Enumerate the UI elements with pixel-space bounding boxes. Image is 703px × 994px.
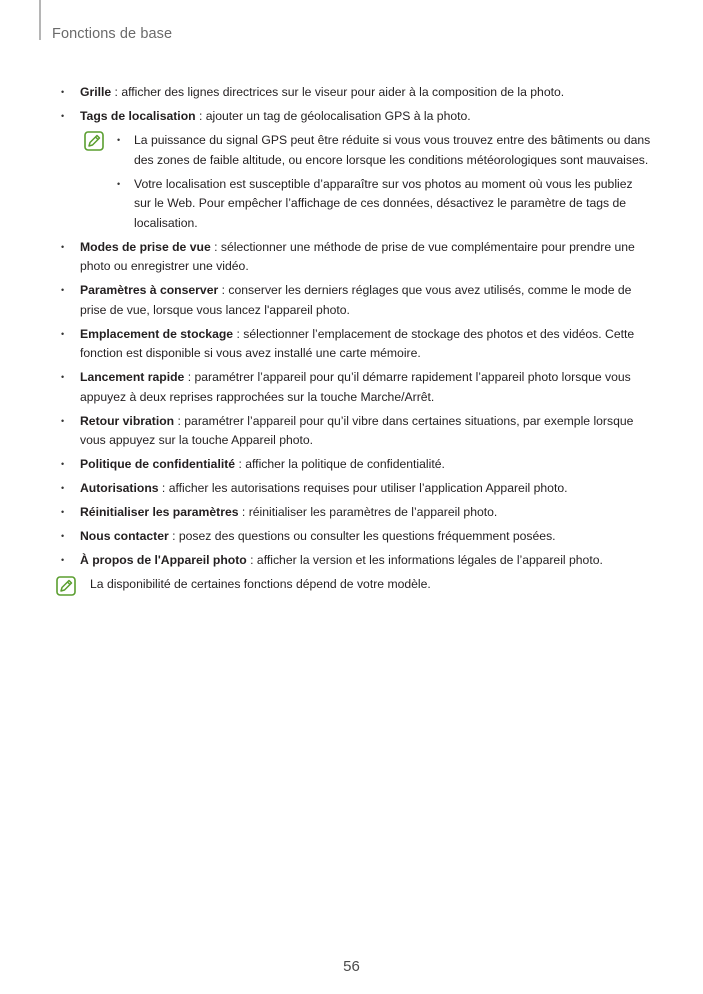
- item-term: À propos de l'Appareil photo: [80, 553, 247, 567]
- list-item: [56, 325, 651, 364]
- bullet: •: [117, 178, 121, 189]
- note-subitem: [117, 131, 651, 170]
- note-pencil-icon: [56, 576, 76, 596]
- list-item: [56, 479, 651, 499]
- note-subitem-text: La puissance du signal GPS peut être réduite si vous vous trouvez entre des bâtiments ou dans des zones de faible altitude, ou encore lorsque les conditions météorologiques sont mauvaises.: [134, 133, 651, 167]
- list-item: [56, 107, 651, 127]
- bullet: •: [61, 415, 65, 426]
- list-item: [56, 503, 651, 523]
- bullet: •: [61, 285, 65, 295]
- item-term: Politique de confidentialité: [80, 457, 236, 471]
- item-term: Autorisations: [80, 481, 159, 495]
- bullet: •: [61, 87, 65, 97]
- bullet: •: [61, 459, 65, 469]
- item-term: Lancement rapide: [80, 370, 185, 384]
- item-desc: : sélectionner l’emplacement de stockage des photos et des vidéos. Cette fonction est disponible si vous avez installé une carte mémoire.: [80, 326, 635, 360]
- bullet: •: [61, 531, 65, 541]
- item-desc: : afficher la politique de confidentialité.: [235, 457, 445, 471]
- page-header-title: Fonctions de base: [52, 26, 173, 42]
- final-note: [56, 575, 651, 595]
- list-item: [56, 368, 651, 407]
- item-term: Retour vibration: [80, 413, 175, 428]
- bullet: •: [61, 241, 65, 252]
- list-item: [56, 281, 651, 320]
- page-number: 56: [343, 958, 360, 975]
- bullet: •: [61, 111, 65, 121]
- item-term: Modes de prise de vue: [80, 239, 211, 254]
- bullet: •: [61, 555, 65, 565]
- item-desc: : afficher la version et les informations légales de l’appareil photo.: [246, 553, 603, 567]
- bullet: •: [117, 135, 121, 145]
- item-desc: : conserver les derniers réglages que vous avez utilisés, comme le mode de prise de vue, lorsque vous lancez l'appareil photo.: [80, 283, 632, 317]
- bullet: •: [61, 483, 65, 493]
- item-desc: : paramétrer l’appareil pour qu’il vibre dans certaines situations, par exemple lorsque vous appuyez sur la touche Appareil photo.: [80, 413, 634, 447]
- item-desc: : afficher les autorisations requises pour utiliser l’application Appareil photo.: [158, 481, 568, 495]
- bullet: •: [61, 328, 65, 339]
- bullet: •: [61, 372, 65, 382]
- final-note-text: La disponibilité de certaines fonctions dépend de votre modèle.: [90, 577, 431, 591]
- list-item: [56, 455, 651, 475]
- list-item: [56, 238, 651, 277]
- item-term: Emplacement de stockage: [80, 326, 234, 341]
- item-term: Paramètres à conserver: [80, 283, 219, 297]
- note-pencil-icon: [84, 131, 104, 151]
- note-subitem: [117, 175, 651, 234]
- list-item: [56, 412, 651, 451]
- list-item: [56, 83, 651, 103]
- note-block: [80, 131, 651, 233]
- item-desc: : ajouter un tag de géolocalisation GPS à la photo.: [195, 109, 471, 123]
- item-term: Tags de localisation: [80, 109, 196, 123]
- bullet: •: [61, 507, 65, 517]
- item-term: Réinitialiser les paramètres: [80, 505, 239, 519]
- note-subitem-text: Votre localisation est susceptible d’apparaître sur vos photos au moment où vous les publiez sur le Web. Pour empêcher l’affichage de ces données, désactivez le paramètre de tags de localisation.: [134, 176, 633, 230]
- item-desc: : posez des questions ou consulter les questions fréquemment posées.: [168, 529, 556, 543]
- item-desc: : réinitialiser les paramètres de l’appareil photo.: [238, 505, 498, 519]
- list-item: [56, 527, 651, 547]
- item-desc: : paramétrer l’appareil pour qu’il démarre rapidement l’appareil photo lorsque vous appuyez à deux reprises rapprochées sur la touche Marche/Arrêt.: [80, 370, 631, 404]
- list-item: [56, 551, 651, 571]
- item-term: Grille: [80, 85, 112, 99]
- item-term: Nous contacter: [80, 529, 169, 543]
- item-desc: : sélectionner une méthode de prise de vue complémentaire pour prendre une photo ou enregistrer une vidéo.: [80, 239, 635, 273]
- header-rule: [39, 0, 41, 40]
- page-content: [56, 83, 651, 595]
- item-desc: : afficher des lignes directrices sur le viseur pour aider à la composition de la photo.: [111, 85, 565, 99]
